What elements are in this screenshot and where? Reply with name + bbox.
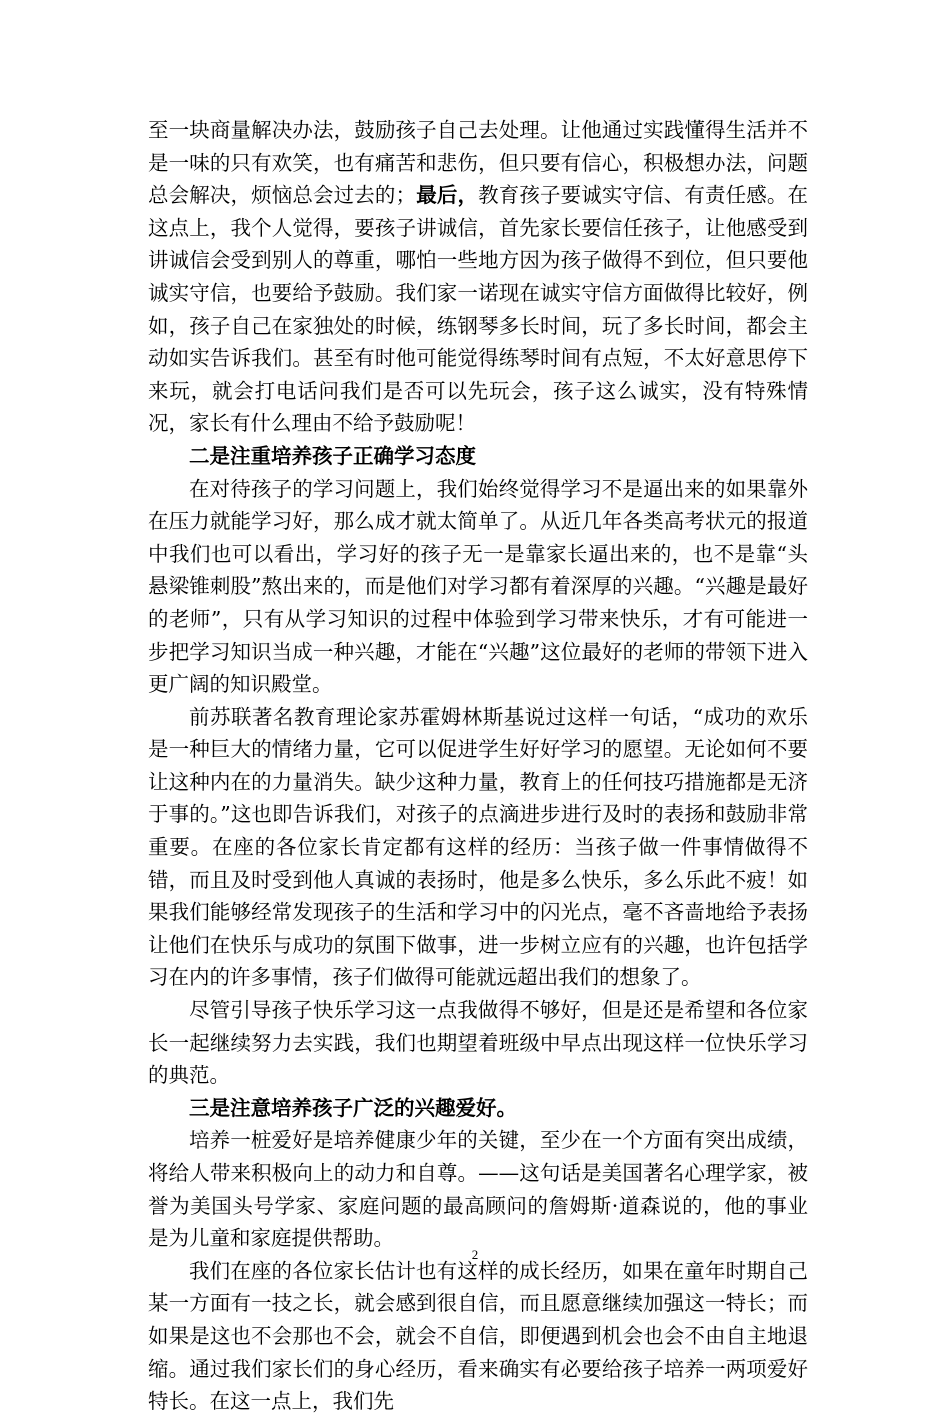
paragraph-honesty-after: 教育孩子要诚实守信、有责任感。在这点上，我个人觉得，要孩子讲诚信，首先家长要信任孩子，让他感受到讲诚信会受到别人的尊重，哪怕一些地方因为孩子做得不到位，但只要他诚实守信，也要给予鼓励。我们家一诺现在诚实守信方面做得比较好，例如，孩子自己在家独处的时候，练钢琴多长时间，玩了多长时间，都会主动如实告诉我们。甚至有时他可能觉得练琴时间有点短，不太好意思停下来玩，就会打电话问我们是否可以先玩会，孩子这么诚实，没有特殊情况，家长有什么理由不给予鼓励呢！ xyxy=(148,183,809,436)
paragraph-honesty-before: 至一块商量解决办法，鼓励孩子自己去处理。让他通过实践懂得生活并不是一味的只有欢笑，也有痛苦和悲伤，但只要有信心，积极想办法，问题总会解决，烦恼总会过去的； xyxy=(148,118,808,208)
paragraph-growth-experience: 我们在座的各位家长估计也有这样的成长经历，如果在童年时期自己某一方面有一技之长，就会感到很自信，而且愿意继续加强这一特长；而如果是这也不会那也不会，就会不自信，即便遇到机会也会不由自主地退缩。通过我们家长们的身心经历，看来确实有必要给孩子培养一两项爱好特长。在这一点上，我们先 xyxy=(148,1258,808,1414)
section-heading-3: 三是注意培养孩子广泛的兴趣爱好。 xyxy=(189,1095,517,1120)
paragraph-honesty xyxy=(148,114,808,440)
page-number: 2 xyxy=(471,1247,479,1262)
body-text xyxy=(148,114,808,1418)
paragraph-happy-learning: 尽管引导孩子快乐学习这一点我做得不够好，但是还是希望和各位家长一起继续努力去实践，我们也期望着班级中早点出现这样一位快乐学习的典范。 xyxy=(148,998,808,1088)
bold-phrase-finally: 最后， xyxy=(416,183,479,208)
paragraph-sukhomlinsky: 前苏联著名教育理论家苏霍姆林斯基说过这样一句话，“成功的欢乐是一种巨大的情绪力量，它可以促进学生好好学习的愿望。无论如何不要让这种内在的力量消失。缺少这种力量，教育上的任何技巧措施都是无济于事的。”这也即告诉我们，对孩子的点滴进步进行及时的表扬和鼓励非常重要。在座的各位家长肯定都有这样的经历：当孩子做一件事情做得不错，而且及时受到他人真诚的表扬时，他是多么快乐，多么乐此不疲！如果我们能够经常发现孩子的生活和学习中的闪光点，毫不吝啬地给予表扬让他们在快乐与成功的氛围下做事，进一步树立应有的兴趣，也许包括学习在内的许多事情，孩子们做得可能就远超出我们的想象了。 xyxy=(148,704,808,990)
paragraph-hobby-quote: 培养一桩爱好是培养健康少年的关键，至少在一个方面有突出成绩，将给人带来积极向上的动力和自尊。——这句话是美国著名心理学家，被誉为美国头号学家、家庭问题的最高顾问的詹姆斯·道森说的，他的事业是为儿童和家庭提供帮助。 xyxy=(148,1128,808,1251)
paragraph-learning-attitude: 在对待孩子的学习问题上，我们始终觉得学习不是逼出来的如果靠外在压力就能学习好，那么成才就太简单了。从近几年各类高考状元的报道中我们也可以看出，学习好的孩子无一是靠家长逼出来的，也不是靠“头悬梁锥刺股”熬出来的，而是他们对学习都有着深厚的兴趣。“兴趣是最好的老师”，只有从学习知识的过程中体验到学习带来快乐，才有可能进一步把学习知识当成一种兴趣，才能在“兴趣”这位最好的老师的带领下进入更广阔的知识殿堂。 xyxy=(148,476,808,697)
section-heading-2: 二是注重培养孩子正确学习态度 xyxy=(189,443,476,468)
